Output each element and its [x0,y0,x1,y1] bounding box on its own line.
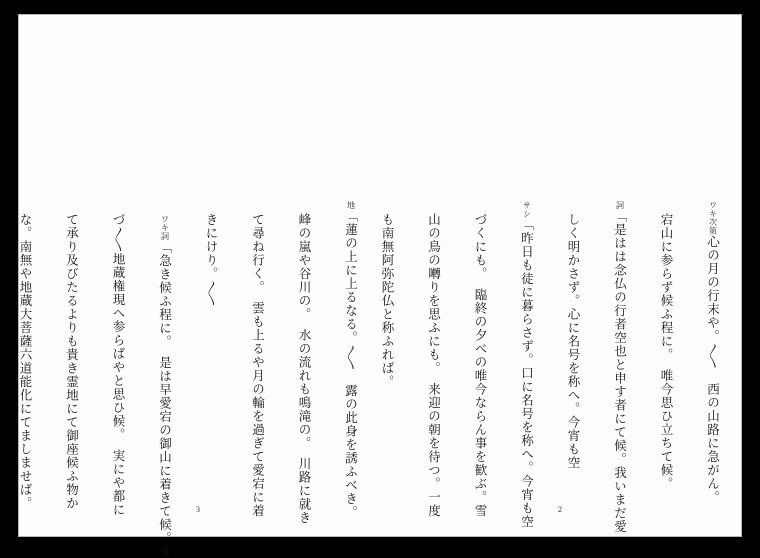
speaker-role-label: 地 [347,199,356,210]
speaker-role-label: ワキ詞 [161,199,170,241]
text-column [239,49,277,493]
column-text: も南無阿弥陀仏と称ふれば。 [380,213,394,389]
text-column [99,49,137,493]
speaker-role-label: 詞 [616,199,625,210]
text-column [53,49,91,493]
text-column [461,49,499,493]
column-text: て承り及びたるよりも貴き霊地にて御座候ふ物か [65,213,79,510]
column-text: 「蓮の上に上るなる。〳〵 露の此身を誘ふべき。 [344,210,358,520]
book-page-frame [18,14,742,537]
text-column [415,49,453,493]
page-number-right: 2 [379,505,741,514]
page-right [379,15,741,538]
text-column [6,49,44,493]
text-column [146,49,184,479]
text-column [508,49,546,479]
column-text: きにけり。〳〵 [204,213,218,307]
text-column [694,49,732,479]
speaker-role-label: サシ [523,199,532,218]
column-text: 峰の嵐や谷川の。 水の流れも鳴滝の。 川路に就き [297,213,311,525]
column-text: 「是はは念仏の行者空也と申す者にて候。我いまだ愛 [613,210,627,534]
column-text: づ〳〵地蔵権現へ参らばやと思ひ候。 実にや都に [111,213,125,516]
text-column [601,49,639,479]
column-text: 宕山に参らず候ふ程に。 唯今思ひ立ちて候。 [659,213,673,490]
page-number-left: 3 [17,505,379,514]
column-text: 心の月の行末や。〳〵 西の山路に急がん。 [706,235,720,504]
column-text: て尋ね行く。 雲も上るや月の輪を過ぎて愛宕に着 [251,213,265,517]
column-text: 「昨日も徒に暮らさず。口に名号を称へ。今宵も空 [520,218,534,529]
text-column [332,49,370,479]
text-column [647,49,685,493]
column-text: づくにも。 臨終の夕べの唯今ならん事を歓ぶ。雪 [473,213,487,517]
page-left [17,15,379,538]
speaker-role-label: ワキ次第 [709,199,718,235]
book-gutter [380,15,381,538]
column-text: しく明かさず。心に名号を称へ。今宵も空 [566,213,580,470]
text-column [554,49,592,493]
page-left-columns [27,49,369,479]
column-text: 山の鳥の囀りを思ふにも。 来迎の朝を待つ。一度 [427,213,441,517]
text-column [192,49,230,493]
column-text: な。南無や地蔵大菩薩六道能化にてましませば。 [18,213,32,510]
page-right-columns [389,49,731,479]
column-text: 「急き候ふ程に。 是は早愛宕の御山に着きて候。ま [158,241,172,558]
text-column [285,49,323,493]
